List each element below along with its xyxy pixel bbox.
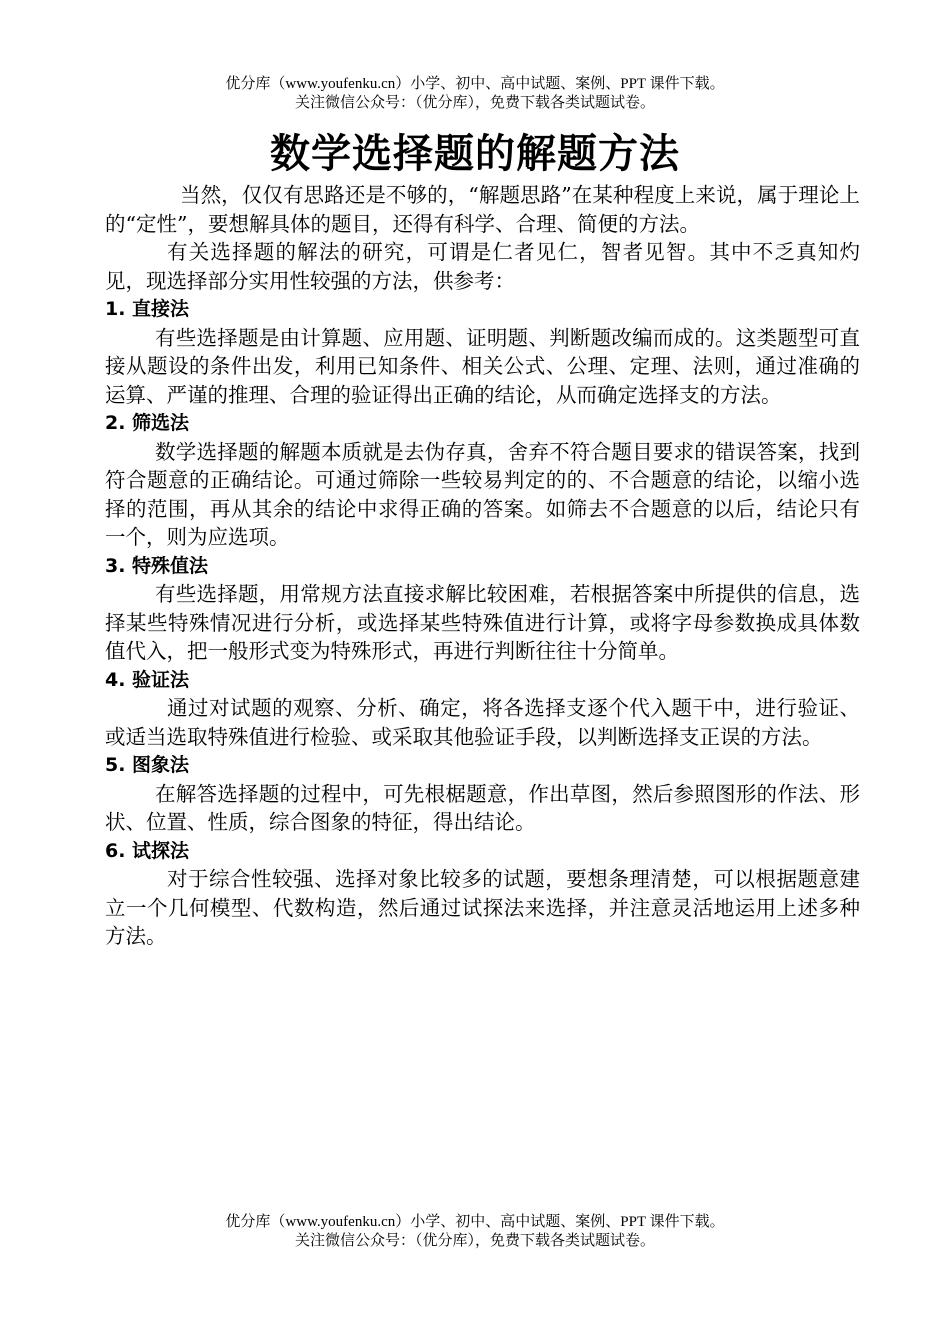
section-heading-direct: 1. 直接法 <box>105 298 190 320</box>
page-header <box>0 75 950 113</box>
intro-paragraph-1: 当然，仅仅有思路还是不够的，“解题思路”在某种程度上来说，属于理论上的“定性”，要想解具体的题目，还得有科学、合理、简便的方法。 <box>105 183 860 236</box>
document-body <box>105 181 860 951</box>
page-footer <box>0 1213 950 1251</box>
page-title: 数学选择题的解题方法 <box>270 131 680 177</box>
header-line-1: 优分库（www.youfenku.cn）小学、初中、高中试题、案例、PPT 课件下载。 <box>225 76 725 92</box>
section-heading-trial: 6. 试探法 <box>105 839 190 862</box>
section-heading-graph: 5. 图象法 <box>105 754 190 776</box>
section-text-special-value: 有些选择题，用常规方法直接求解比较困难，若根据答案中所提供的信息，选择某些特殊情况进行分析，或选择某些特殊值进行计算，或将字母参数换成具体数值代入，把一般形式变为特殊形式，再进行判断往往十分简单。 <box>105 582 860 663</box>
section-text-filter: 数学选择题的解题本质就是去伪存真，舍弃不符合题目要求的错误答案，找到符合题意的正确结论。可通过筛除一些较易判定的的、不合题意的结论，以缩小选择的范围，再从其余的结论中求得正确的答案。如筛去不合题意的以后，结论只有一个，则为应选项。 <box>105 439 860 549</box>
section-heading-filter: 2. 筛选法 <box>105 412 190 434</box>
intro-paragraph-2: 有关选择题的解法的研究，可谓是仁者见仁，智者见智。其中不乏真知灼见，现选择部分实用性较强的方法，供参考： <box>105 240 860 293</box>
footer-line-1: 优分库（www.youfenku.cn）小学、初中、高中试题、案例、PPT 课件下载。 <box>225 1214 725 1230</box>
footer-line-2: 关注微信公众号：（优分库），免费下载各类试题试卷。 <box>294 1233 655 1249</box>
section-text-direct: 有些选择题是由计算题、应用题、证明题、判断题改编而成的。这类题型可直接从题设的条件出发，利用已知条件、相关公式、公理、定理、法则，通过准确的运算、严谨的推理、合理的验证得出正确的结论，从而确定选择支的方法。 <box>105 325 860 407</box>
header-line-2: 关注微信公众号：（优分库），免费下载各类试题试卷。 <box>294 95 655 111</box>
section-text-verification: 通过对试题的观察、分析、确定，将各选择支逐个代入题干中，进行验证、或适当选取特殊值进行检验、或采取其他验证手段，以判断选择支正误的方法。 <box>105 696 860 749</box>
section-heading-special-value: 3. 特殊值法 <box>105 554 209 577</box>
section-heading-verification: 4. 验证法 <box>105 668 190 691</box>
section-text-graph: 在解答选择题的过程中，可先根椐题意，作出草图，然后参照图形的作法、形状、位置、性质，综合图象的特征，得出结论。 <box>105 781 860 834</box>
section-text-trial: 对于综合性较强、选择对象比较多的试题，要想条理清楚，可以根据题意建立一个几何模型、代数构造，然后通过试探法来选择，并注意灵活地运用上述多种方法。 <box>105 867 860 948</box>
